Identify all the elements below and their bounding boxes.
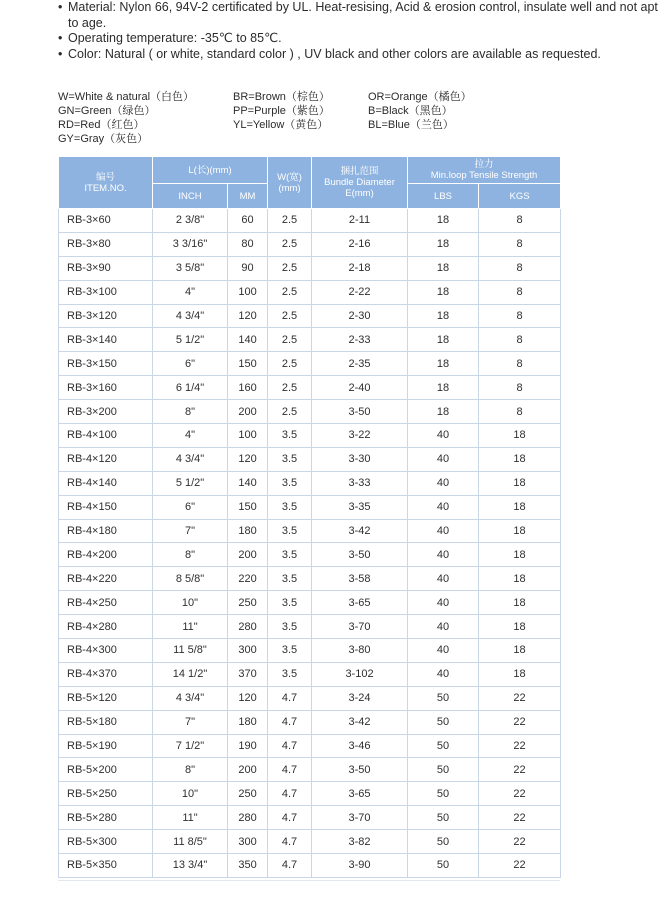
length-mm-cell: 300 (228, 639, 268, 663)
item-no-cell: RB-4×220 (59, 567, 153, 591)
table-row (59, 256, 561, 280)
width-cell: 3.5 (268, 424, 312, 448)
length-inch-cell: 7" (153, 519, 228, 543)
color-code: BR=Brown（棕色） (233, 91, 330, 103)
length-mm-cell: 60 (228, 209, 268, 233)
bundle-diameter-cell: 3-82 (312, 830, 408, 854)
width-cell: 3.5 (268, 639, 312, 663)
table-row (59, 328, 561, 352)
bundle-diameter-cell: 2-35 (312, 352, 408, 376)
tensile-lbs-cell: 40 (408, 519, 479, 543)
width-cell: 4.7 (268, 758, 312, 782)
length-mm-cell: 180 (228, 519, 268, 543)
tensile-kgs-cell: 8 (479, 209, 561, 233)
table-row (59, 758, 561, 782)
table-row (59, 424, 561, 448)
length-mm-cell: 220 (228, 567, 268, 591)
tensile-lbs-cell: 18 (408, 256, 479, 280)
length-inch-cell: 4 3/4" (153, 304, 228, 328)
length-inch-cell: 3 3/16" (153, 232, 228, 256)
bundle-diameter-cell: 2-11 (312, 209, 408, 233)
tensile-lbs-cell: 40 (408, 543, 479, 567)
length-mm-cell: 250 (228, 782, 268, 806)
tensile-lbs-cell: 40 (408, 567, 479, 591)
bullet-dot: • (58, 0, 63, 14)
spec-bullets (58, 0, 658, 62)
width-cell: 3.5 (268, 543, 312, 567)
length-inch-cell: 8" (153, 400, 228, 424)
color-code-row (58, 90, 658, 104)
table-row (59, 686, 561, 710)
tensile-lbs-cell: 50 (408, 830, 479, 854)
length-mm-cell: 280 (228, 615, 268, 639)
tensile-lbs-cell: 50 (408, 758, 479, 782)
table-row (59, 495, 561, 519)
width-cell: 3.5 (268, 495, 312, 519)
tensile-kgs-cell: 22 (479, 854, 561, 878)
length-mm-cell: 250 (228, 591, 268, 615)
table-row (59, 710, 561, 734)
length-mm-cell: 200 (228, 758, 268, 782)
tensile-lbs-cell: 18 (408, 232, 479, 256)
tensile-kgs-cell: 8 (479, 256, 561, 280)
tensile-kgs-cell: 8 (479, 376, 561, 400)
length-mm-cell: 120 (228, 686, 268, 710)
color-code-legend (58, 90, 658, 146)
length-inch-cell: 14 1/2" (153, 662, 228, 686)
width-cell: 2.5 (268, 256, 312, 280)
header-tensile-en: Min.loop Tensile Strength (430, 170, 538, 181)
bundle-diameter-cell: 3-50 (312, 400, 408, 424)
item-no-cell: RB-3×200 (59, 400, 153, 424)
length-mm-cell: 200 (228, 543, 268, 567)
spec-bullet (58, 0, 658, 31)
color-code-row (58, 104, 658, 118)
length-mm-cell: 140 (228, 471, 268, 495)
tensile-lbs-cell: 40 (408, 639, 479, 663)
table-row (59, 806, 561, 830)
table-row (59, 232, 561, 256)
item-no-cell: RB-3×90 (59, 256, 153, 280)
length-inch-cell: 5 1/2" (153, 328, 228, 352)
tensile-kgs-cell: 8 (479, 352, 561, 376)
tensile-lbs-cell: 40 (408, 471, 479, 495)
length-inch-cell: 6 1/4" (153, 376, 228, 400)
table-row (59, 591, 561, 615)
bundle-diameter-cell: 3-22 (312, 424, 408, 448)
bundle-diameter-cell: 2-22 (312, 280, 408, 304)
tensile-lbs-cell: 40 (408, 662, 479, 686)
tensile-kgs-cell: 18 (479, 495, 561, 519)
tensile-kgs-cell: 8 (479, 328, 561, 352)
bundle-diameter-cell: 3-42 (312, 710, 408, 734)
length-inch-cell: 13 3/4" (153, 854, 228, 878)
length-inch-cell: 11" (153, 806, 228, 830)
tensile-lbs-cell: 50 (408, 854, 479, 878)
cable-tie-spec-table (58, 156, 561, 878)
table-row (59, 400, 561, 424)
width-cell: 3.5 (268, 471, 312, 495)
item-no-cell: RB-5×200 (59, 758, 153, 782)
table-row (59, 782, 561, 806)
item-no-cell: RB-4×140 (59, 471, 153, 495)
tensile-lbs-cell: 50 (408, 734, 479, 758)
header-bundle-en: Bundle Diameter (324, 177, 395, 188)
width-cell: 4.7 (268, 806, 312, 830)
length-mm-cell: 350 (228, 854, 268, 878)
tensile-kgs-cell: 22 (479, 686, 561, 710)
item-no-cell: RB-5×180 (59, 710, 153, 734)
color-code: RD=Red（红色） (58, 119, 145, 131)
tensile-lbs-cell: 40 (408, 495, 479, 519)
tensile-lbs-cell: 18 (408, 209, 479, 233)
header-bundle-unit: E(mm) (345, 188, 374, 199)
width-cell: 2.5 (268, 232, 312, 256)
length-mm-cell: 370 (228, 662, 268, 686)
tensile-kgs-cell: 8 (479, 280, 561, 304)
length-inch-cell: 8 5/8" (153, 567, 228, 591)
color-code: GY=Gray（灰色） (58, 133, 149, 145)
tensile-kgs-cell: 22 (479, 806, 561, 830)
tensile-kgs-cell: 8 (479, 304, 561, 328)
tensile-kgs-cell: 18 (479, 424, 561, 448)
tensile-kgs-cell: 18 (479, 447, 561, 471)
width-cell: 2.5 (268, 352, 312, 376)
color-code: OR=Orange（橘色） (368, 91, 472, 103)
width-cell: 3.5 (268, 519, 312, 543)
length-inch-cell: 10" (153, 591, 228, 615)
width-cell: 2.5 (268, 304, 312, 328)
item-no-cell: RB-4×200 (59, 543, 153, 567)
tensile-kgs-cell: 18 (479, 567, 561, 591)
width-cell: 4.7 (268, 854, 312, 878)
bundle-diameter-cell: 3-35 (312, 495, 408, 519)
width-cell: 4.7 (268, 734, 312, 758)
bullet-dot: • (58, 31, 63, 45)
material-text: Material: Nylon 66, 94V-2 certificated by UL. Heat-resising, Acid & erosion control, insulate well and not apt to age. (68, 0, 658, 30)
tensile-kgs-cell: 18 (479, 639, 561, 663)
header-item-no (59, 157, 153, 209)
table-row (59, 830, 561, 854)
length-inch-cell: 6" (153, 495, 228, 519)
bundle-diameter-cell: 3-50 (312, 758, 408, 782)
item-no-cell: RB-3×100 (59, 280, 153, 304)
length-inch-cell: 4 3/4" (153, 686, 228, 710)
bundle-diameter-cell: 3-58 (312, 567, 408, 591)
length-inch-cell: 7 1/2" (153, 734, 228, 758)
tensile-lbs-cell: 50 (408, 686, 479, 710)
tensile-kgs-cell: 8 (479, 400, 561, 424)
length-inch-cell: 4" (153, 280, 228, 304)
tensile-lbs-cell: 50 (408, 806, 479, 830)
table-row (59, 352, 561, 376)
tensile-lbs-cell: 18 (408, 400, 479, 424)
table-row (59, 209, 561, 233)
bundle-diameter-cell: 3-65 (312, 591, 408, 615)
item-no-cell: RB-5×120 (59, 686, 153, 710)
length-mm-cell: 120 (228, 447, 268, 471)
tensile-lbs-cell: 40 (408, 424, 479, 448)
item-no-cell: RB-5×250 (59, 782, 153, 806)
length-inch-cell: 11 5/8" (153, 639, 228, 663)
item-no-cell: RB-4×180 (59, 519, 153, 543)
tensile-kgs-cell: 22 (479, 782, 561, 806)
spec-bullet (58, 47, 658, 63)
table-row (59, 304, 561, 328)
width-cell: 3.5 (268, 591, 312, 615)
tensile-kgs-cell: 18 (479, 543, 561, 567)
bundle-diameter-cell: 3-80 (312, 639, 408, 663)
length-mm-cell: 150 (228, 352, 268, 376)
table-row (59, 615, 561, 639)
item-no-cell: RB-5×280 (59, 806, 153, 830)
table-row (59, 280, 561, 304)
tensile-kgs-cell: 18 (479, 615, 561, 639)
color-text: Color: Natural ( or white, standard color ) , UV black and other colors are available as requested. (68, 46, 601, 61)
length-inch-cell: 7" (153, 710, 228, 734)
item-no-cell: RB-3×140 (59, 328, 153, 352)
header-mm: MM (228, 184, 268, 209)
tensile-lbs-cell: 40 (408, 447, 479, 471)
item-no-cell: RB-4×150 (59, 495, 153, 519)
tensile-lbs-cell: 40 (408, 615, 479, 639)
length-mm-cell: 180 (228, 710, 268, 734)
bundle-diameter-cell: 3-90 (312, 854, 408, 878)
bundle-diameter-cell: 3-65 (312, 782, 408, 806)
length-inch-cell: 3 5/8" (153, 256, 228, 280)
tensile-lbs-cell: 18 (408, 352, 479, 376)
width-cell: 2.5 (268, 280, 312, 304)
length-mm-cell: 80 (228, 232, 268, 256)
spec-table-body (59, 209, 561, 878)
item-no-cell: RB-4×100 (59, 424, 153, 448)
item-no-cell: RB-3×60 (59, 209, 153, 233)
width-cell: 4.7 (268, 710, 312, 734)
tensile-lbs-cell: 50 (408, 782, 479, 806)
width-cell: 2.5 (268, 328, 312, 352)
width-cell: 3.5 (268, 447, 312, 471)
width-cell: 3.5 (268, 662, 312, 686)
width-cell: 3.5 (268, 615, 312, 639)
length-mm-cell: 190 (228, 734, 268, 758)
color-code: B=Black（黑色） (368, 105, 453, 117)
header-length: L(长)(mm) (153, 157, 268, 184)
bundle-diameter-cell: 2-16 (312, 232, 408, 256)
header-item-en: ITEM.NO. (84, 182, 127, 194)
item-no-cell: RB-3×80 (59, 232, 153, 256)
item-no-cell: RB-4×120 (59, 447, 153, 471)
table-row (59, 471, 561, 495)
tensile-kgs-cell: 18 (479, 591, 561, 615)
color-code-row (58, 118, 658, 132)
length-inch-cell: 2 3/8" (153, 209, 228, 233)
width-cell: 2.5 (268, 209, 312, 233)
table-row (59, 447, 561, 471)
item-no-cell: RB-4×280 (59, 615, 153, 639)
width-cell: 4.7 (268, 830, 312, 854)
item-no-cell: RB-3×120 (59, 304, 153, 328)
length-inch-cell: 11 8/5" (153, 830, 228, 854)
length-inch-cell: 8" (153, 543, 228, 567)
item-no-cell: RB-4×370 (59, 662, 153, 686)
header-inch: INCH (153, 184, 228, 209)
width-cell: 4.7 (268, 686, 312, 710)
header-bundle-cn: 捆扎范围 (340, 166, 379, 177)
width-cell: 2.5 (268, 400, 312, 424)
length-inch-cell: 6" (153, 352, 228, 376)
tensile-kgs-cell: 18 (479, 471, 561, 495)
table-row (59, 639, 561, 663)
length-inch-cell: 8" (153, 758, 228, 782)
header-tensile-strength (408, 157, 561, 184)
header-lbs: LBS (408, 184, 479, 209)
header-item-cn: 编号 (95, 171, 115, 183)
tensile-kgs-cell: 18 (479, 662, 561, 686)
tensile-lbs-cell: 50 (408, 710, 479, 734)
color-code: BL=Blue（兰色） (368, 119, 454, 131)
length-inch-cell: 5 1/2" (153, 471, 228, 495)
bundle-diameter-cell: 3-33 (312, 471, 408, 495)
temperature-text: Operating temperature: -35℃ to 85℃. (68, 31, 282, 45)
header-width-cn: W(宽) (277, 171, 302, 183)
bundle-diameter-cell: 3-46 (312, 734, 408, 758)
bundle-diameter-cell: 3-30 (312, 447, 408, 471)
tensile-lbs-cell: 18 (408, 280, 479, 304)
table-row (59, 734, 561, 758)
tensile-kgs-cell: 18 (479, 519, 561, 543)
length-mm-cell: 200 (228, 400, 268, 424)
bundle-diameter-cell: 2-30 (312, 304, 408, 328)
item-no-cell: RB-3×150 (59, 352, 153, 376)
bundle-diameter-cell: 2-33 (312, 328, 408, 352)
tensile-kgs-cell: 22 (479, 830, 561, 854)
header-width (268, 157, 312, 209)
length-mm-cell: 300 (228, 830, 268, 854)
item-no-cell: RB-5×350 (59, 854, 153, 878)
bullet-dot: • (58, 46, 63, 61)
table-row (59, 519, 561, 543)
width-cell: 4.7 (268, 782, 312, 806)
header-tensile-cn: 拉力 (474, 159, 494, 170)
length-mm-cell: 140 (228, 328, 268, 352)
color-code: PP=Purple（紫色） (233, 105, 330, 117)
color-code: GN=Green（绿色） (58, 105, 156, 117)
bundle-diameter-cell: 3-102 (312, 662, 408, 686)
tensile-kgs-cell: 22 (479, 734, 561, 758)
width-cell: 2.5 (268, 376, 312, 400)
bundle-diameter-cell: 3-50 (312, 543, 408, 567)
bundle-diameter-cell: 2-18 (312, 256, 408, 280)
table-row (59, 376, 561, 400)
tensile-kgs-cell: 22 (479, 758, 561, 782)
tensile-lbs-cell: 40 (408, 591, 479, 615)
length-mm-cell: 120 (228, 304, 268, 328)
spec-bullet (58, 31, 658, 47)
item-no-cell: RB-4×250 (59, 591, 153, 615)
color-code-row (58, 132, 658, 146)
color-code: W=White & natural（白色） (58, 91, 195, 103)
table-row (59, 567, 561, 591)
bundle-diameter-cell: 3-70 (312, 806, 408, 830)
length-inch-cell: 4" (153, 424, 228, 448)
bundle-diameter-cell: 3-42 (312, 519, 408, 543)
header-kgs: KGS (479, 184, 561, 209)
item-no-cell: RB-3×160 (59, 376, 153, 400)
item-no-cell: RB-5×190 (59, 734, 153, 758)
tensile-kgs-cell: 22 (479, 710, 561, 734)
tensile-kgs-cell: 8 (479, 232, 561, 256)
length-mm-cell: 160 (228, 376, 268, 400)
length-inch-cell: 11" (153, 615, 228, 639)
length-mm-cell: 100 (228, 280, 268, 304)
header-bundle-diameter (312, 157, 408, 209)
length-mm-cell: 90 (228, 256, 268, 280)
color-code: YL=Yellow（黄色） (233, 119, 329, 131)
length-inch-cell: 4 3/4" (153, 447, 228, 471)
item-no-cell: RB-5×300 (59, 830, 153, 854)
length-mm-cell: 280 (228, 806, 268, 830)
bundle-diameter-cell: 2-40 (312, 376, 408, 400)
tensile-lbs-cell: 18 (408, 304, 479, 328)
length-mm-cell: 150 (228, 495, 268, 519)
table-row (59, 854, 561, 878)
tensile-lbs-cell: 18 (408, 328, 479, 352)
bundle-diameter-cell: 3-70 (312, 615, 408, 639)
bundle-diameter-cell: 3-24 (312, 686, 408, 710)
page-bottom-rule (58, 880, 560, 881)
table-row (59, 662, 561, 686)
length-mm-cell: 100 (228, 424, 268, 448)
item-no-cell: RB-4×300 (59, 639, 153, 663)
width-cell: 3.5 (268, 567, 312, 591)
header-width-en: (mm) (278, 182, 301, 194)
tensile-lbs-cell: 18 (408, 376, 479, 400)
table-row (59, 543, 561, 567)
length-inch-cell: 10" (153, 782, 228, 806)
